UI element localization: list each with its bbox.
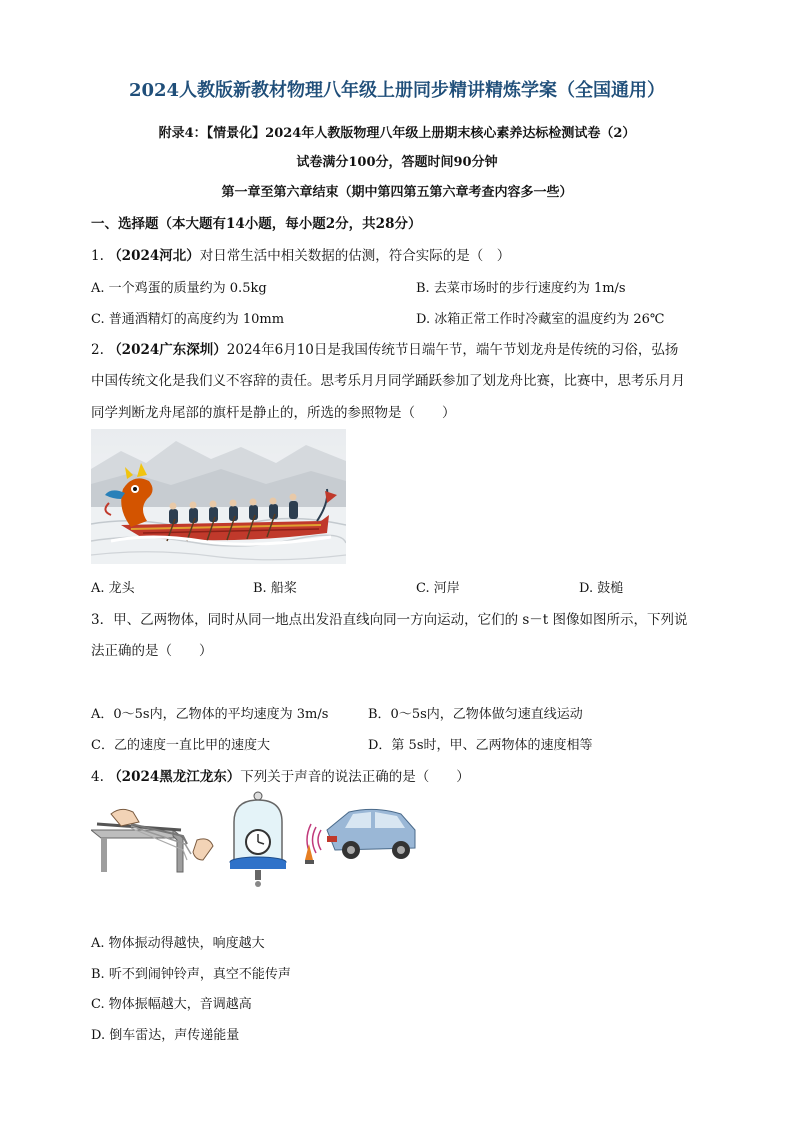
q1-option-b: B. 去菜市场时的步行速度约为 1m/s — [416, 281, 626, 296]
question-source: （2024黑龙江龙东） — [108, 769, 241, 785]
q3-option-c: C．乙的速度一直比甲的速度大 — [91, 738, 270, 753]
reversing-radar-figure — [305, 800, 420, 868]
q2-option-b: B. 船桨 — [253, 581, 297, 596]
question-number: 1. — [91, 248, 104, 264]
q2-option-c: C. 河岸 — [416, 581, 460, 596]
vibrating-ruler-figure — [91, 800, 221, 875]
question-2-line-2: 中国传统文化是我们义不容辞的责任。思考乐月月同学踊跃参加了划龙舟比赛，比赛中，思考乐月月 — [91, 373, 685, 389]
document-title: 2024人教版新教材物理八年级上册同步精讲精炼学案（全国通用） — [128, 80, 666, 101]
question-text: 2024年6月10日是我国传统节日端午节，端午节划龙舟是传统的习俗，弘扬 — [226, 342, 679, 358]
q1-option-c: C. 普通酒精灯的高度约为 10mm — [91, 312, 285, 327]
question-number: 4. — [91, 769, 104, 785]
q4-option-c: C. 物体振幅越大，音调越高 — [91, 997, 252, 1012]
q2-option-d: D. 鼓槌 — [579, 581, 624, 596]
q2-option-a: A. 龙头 — [91, 581, 135, 596]
question-3-line-1: 3．甲、乙两物体，同时从同一地点出发沿直线向同一方向运动，它们的 s－t 图像如图所示，下列说 — [91, 612, 688, 628]
question-source: （2024河北） — [108, 248, 200, 264]
score-time-line: 试卷满分100分，答题时间90分钟 — [296, 155, 498, 170]
q3-option-a: A．0～5s内，乙物体的平均速度为 3m/s — [91, 707, 329, 722]
q3-option-d: D．第 5s时，甲、乙两物体的速度相等 — [368, 738, 593, 753]
question-2-line-1 — [91, 338, 678, 358]
question-source: （2024广东深圳） — [108, 342, 227, 358]
question-2-line-3: 同学判断龙舟尾部的旗杆是静止的，所选的参照物是（ ） — [91, 405, 456, 421]
q4-option-d: D. 倒车雷达，声传递能量 — [91, 1028, 240, 1043]
dragon-boat-figure — [91, 429, 346, 564]
appendix-subtitle: 附录4：【情景化】2024年人教版物理八年级上册期末核心素养达标检测试卷（2） — [158, 126, 636, 141]
section-heading: 一、选择题（本大题有14小题，每小题2分，共28分） — [91, 216, 422, 232]
question-3-line-2: 法正确的是（ ） — [91, 643, 213, 659]
question-1 — [91, 244, 510, 264]
bell-jar-figure — [222, 790, 294, 890]
q4-option-a: A. 物体振动得越快，响度越大 — [91, 936, 265, 951]
q1-option-a: A. 一个鸡蛋的质量约为 0.5kg — [91, 281, 267, 296]
question-text: 对日常生活中相关数据的估测，符合实际的是（ ） — [199, 248, 511, 264]
q1-option-d: D. 冰箱正常工作时冷藏室的温度约为 26℃ — [416, 312, 665, 327]
question-text: 下列关于声音的说法正确的是（ ） — [240, 769, 470, 785]
question-number: 2. — [91, 342, 104, 358]
scope-line: 第一章至第六章结束（期中第四第五第六章考查内容多一些） — [221, 185, 573, 200]
q4-option-b: B. 听不到闹钟铃声，真空不能传声 — [91, 967, 291, 982]
question-4 — [91, 765, 470, 785]
q3-option-b: B．0～5s内，乙物体做匀速直线运动 — [368, 707, 583, 722]
